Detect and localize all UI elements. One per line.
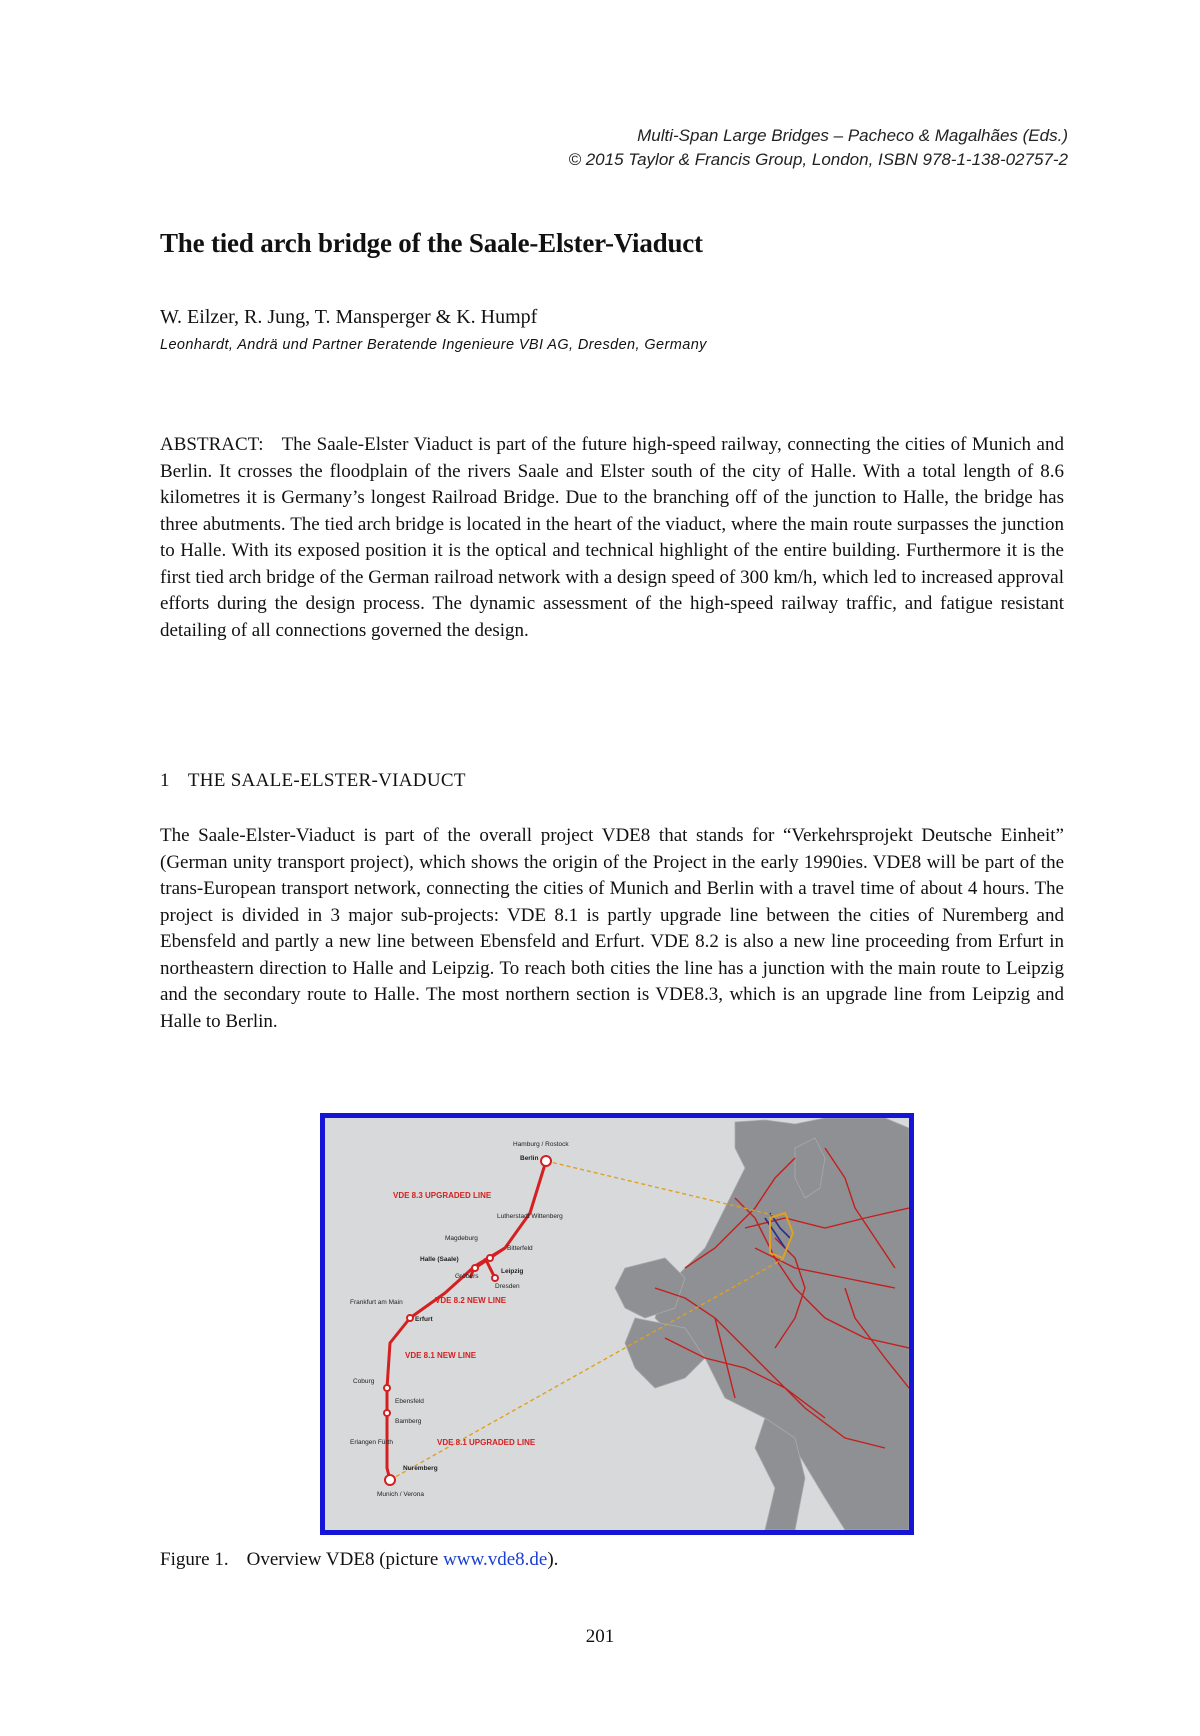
label-erfurt: Erfurt — [415, 1316, 433, 1323]
label-hamburg: Hamburg / Rostock — [513, 1141, 569, 1148]
label-grobers: Gröbers — [455, 1273, 479, 1280]
paper-title: The tied arch bridge of the Saale-Elster-Viaduct — [160, 228, 703, 258]
label-munich: Munich / Verona — [377, 1491, 424, 1498]
section-heading — [160, 770, 466, 792]
label-leipzig: Leipzig — [501, 1268, 524, 1275]
label-dresden: Dresden — [495, 1283, 520, 1290]
caption-label: Figure 1. — [160, 1549, 229, 1570]
label-vde81-upgraded: VDE 8.1 UPGRADED LINE — [437, 1438, 536, 1447]
abstract-label: ABSTRACT: — [160, 434, 264, 455]
caption-link[interactable]: www.vde8.de — [443, 1549, 548, 1570]
label-vde83: VDE 8.3 UPGRADED LINE — [393, 1191, 492, 1200]
section-paragraph: The Saale-Elster-Viaduct is part of the overall project VDE8 that stands for “Verkehrsprojekt Deutsche Einheit” (German unity transport project), which shows the origin of the Project in the early 1990ies. VDE8 will be part of the trans-European transport network, connecting the cities of Munich and Berlin with a travel time of about 4 hours. The project is divided in 3 major sub-projects: VDE 8.1 is partly upgrade line between the cities of Nuremberg and Ebensfeld and partly a new line between Ebensfeld and Erfurt. VDE 8.2 is also a new line proceeding from Erfurt in northeastern direction to Halle and Leipzig. To reach both cities the line has a junction with the main route to Leipzig and the secondary route to Halle. The most northern section is VDE8.3, which is an upgrade line from Leipzig and Halle to Berlin. — [160, 825, 1064, 1032]
label-vde82: VDE 8.2 NEW LINE — [435, 1296, 507, 1305]
abstract-text: The Saale-Elster Viaduct is part of the future high-speed railway, connecting the cities of Munich and Berlin. It crosses the floodplain of the rivers Saale and Elster south of the city of Halle. With a total length of 8.6 kilometres it is Germany’s longest Railroad Bridge. Due to the branching off of the junction to Halle, the bridge has three abutments. The tied arch bridge is located in the heart of the viaduct, where the main route surpasses the junction to Halle. With its exposed position it is the optical and technical highlight of the entire building. Furthermore it is the first tied arch bridge of the German railroad network with a design speed of 300 km/h, which led to increased approval efforts during the design process. The dynamic assessment of the high-speed railway traffic, and fatigue resistant detailing of all connections governed the design. — [160, 434, 1064, 641]
label-vde81-new: VDE 8.1 NEW LINE — [405, 1351, 477, 1360]
section-number: 1 — [160, 770, 170, 791]
label-erlangen: Erlangen Fürth — [350, 1439, 393, 1446]
label-bamberg: Bamberg — [395, 1418, 422, 1425]
label-frankfurt: Frankfurt am Main — [350, 1299, 403, 1306]
section-title: THE SAALE-ELSTER-VIADUCT — [187, 770, 466, 791]
label-halle: Halle (Saale) — [420, 1256, 459, 1263]
label-nuremberg: Nuremberg — [403, 1465, 438, 1472]
vde8-map-svg — [325, 1118, 909, 1530]
caption-text-end: ). — [547, 1549, 559, 1570]
figure-caption — [160, 1549, 558, 1571]
header-book-title: Multi-Span Large Bridges – Pacheco & Magalhães (Eds.) — [637, 126, 1068, 145]
page-number: 201 — [585, 1626, 615, 1647]
label-coburg: Coburg — [353, 1378, 375, 1385]
label-berlin: Berlin — [520, 1155, 539, 1162]
figure-map — [320, 1113, 914, 1535]
affiliation: Leonhardt, Andrä und Partner Beratende Ingenieure VBI AG, Dresden, Germany — [160, 337, 707, 353]
abstract — [160, 432, 1064, 644]
running-header — [568, 124, 1068, 172]
authors: W. Eilzer, R. Jung, T. Mansperger & K. Humpf — [160, 306, 538, 328]
caption-text: Overview VDE8 (picture — [246, 1549, 444, 1570]
label-ebensfeld: Ebensfeld — [395, 1398, 424, 1405]
label-bitterfeld: Bitterfeld — [507, 1245, 533, 1252]
label-lutherstadt: Lutherstadt Wittenberg — [497, 1213, 563, 1220]
label-magdeburg: Magdeburg — [445, 1235, 478, 1242]
header-copyright: © 2015 Taylor & Francis Group, London, ISBN 978-1-138-02757-2 — [568, 150, 1068, 169]
